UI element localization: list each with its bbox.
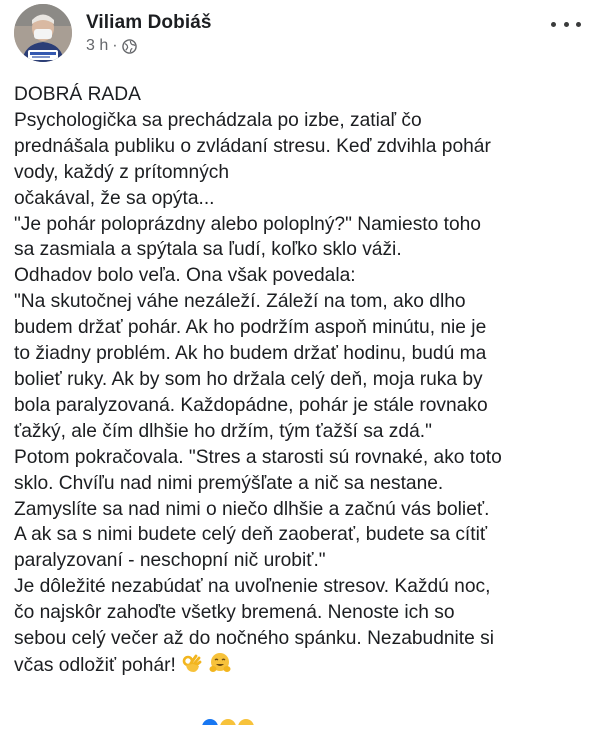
post-line: budem držať pohár. Ak ho podržím aspoň minútu, nie je: [14, 317, 487, 339]
post-last-line: [14, 652, 589, 679]
post-line: sklo. Chvíľu nad nimi premýšľate a nič sa nestane.: [14, 472, 444, 494]
post-header: [0, 0, 597, 70]
post-line: "Na skutočnej váhe nezáleží. Záleží na tom, ako dlho: [14, 291, 466, 313]
avatar-image: [14, 4, 72, 62]
post-line: čo najskôr zahoďte všetky bremená. Nenoste ich so: [14, 602, 455, 624]
post-line: Psychologička sa prechádzala po izbe, zatiaľ čo: [14, 109, 422, 131]
avatar[interactable]: [14, 4, 72, 62]
post-line: paralyzovaní - neschopní nič urobiť.": [14, 550, 326, 572]
post-line: očakával, že sa opýta...: [14, 187, 215, 209]
post-line: A ak sa s nimi budete celý deň zaoberať, budete sa cítiť: [14, 524, 488, 546]
post-line: Je dôležité nezabúdať na uvoľnenie stresov. Každú noc,: [14, 576, 491, 598]
post-line: prednášala publiku o zvládaní stresu. Keď zdvihla pohár: [14, 135, 491, 157]
post-line: Zamyslíte sa nad nimi o niečo dlhšie a začnú vás bolieť.: [14, 498, 490, 520]
post-line: "Je pohár poloprázdny alebo poloplný?" Namiesto toho: [14, 213, 481, 235]
post-time[interactable]: 3 h: [86, 37, 109, 54]
post-line: Odhadov bolo veľa. Ona však povedala:: [14, 265, 356, 287]
post-line: DOBRÁ RADA: [14, 84, 141, 105]
globe-icon[interactable]: [122, 39, 137, 54]
more-options-button[interactable]: [551, 16, 581, 32]
post-line: to žiadny problém. Ak ho budem držať hodinu, budú ma: [14, 343, 487, 365]
reactions-row-clipped: [200, 712, 320, 720]
post-line: sa zasmiala a spýtala sa ľudí, koľko sklo váži.: [14, 239, 402, 261]
dot-icon: [576, 22, 581, 27]
post-body: [14, 82, 589, 679]
dot-icon: [551, 22, 556, 27]
post-line: vody, každý z prítomných: [14, 161, 230, 183]
post-meta: [86, 37, 137, 55]
post-line: sebou celý večer až do nočného spánku. Nezabudnite si: [14, 628, 494, 650]
post-line: Potom pokračovala. "Stres a starosti sú rovnaké, ako toto: [14, 446, 502, 468]
post-line: bola paralyzovaná. Každopádne, pohár je stále rovnako: [14, 394, 488, 416]
author-name[interactable]: Viliam Dobiáš: [86, 12, 212, 33]
meta-separator: ·: [112, 37, 118, 54]
post-line-text: včas odložiť pohár!: [14, 654, 176, 676]
post-line: ťažký, ale čím dlhšie ho držím, tým ťažší sa zdá.": [14, 420, 432, 442]
ok-hand-icon: [181, 652, 203, 674]
dot-icon: [564, 22, 569, 27]
post-line: bolieť ruky. Ak by som ho držala celý deň, moja ruka by: [14, 368, 483, 390]
hugging-face-icon: [209, 652, 231, 674]
